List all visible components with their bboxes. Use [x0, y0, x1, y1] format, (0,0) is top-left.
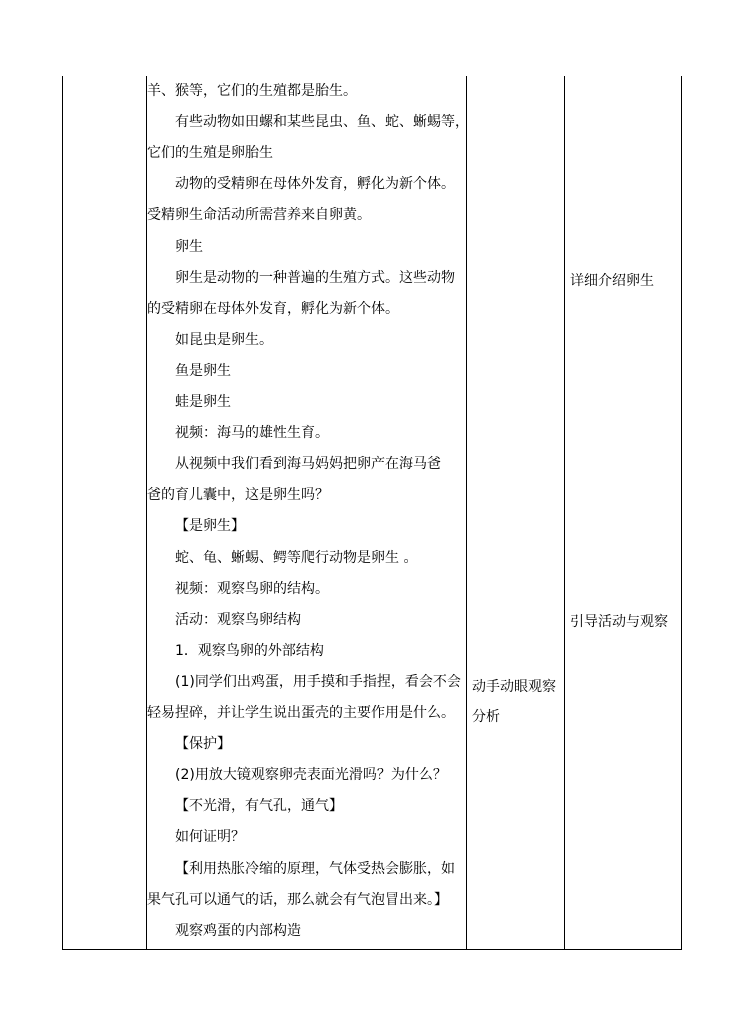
content-line: 受精卵生命活动所需营养来自卵黄。 [147, 207, 371, 224]
column-divider-2 [466, 76, 467, 949]
content-line: 它们的生殖是卵胎生 [147, 145, 273, 162]
content-line: 果气孔可以通气的话，那么就会有气泡冒出来。】 [147, 891, 448, 908]
content-line: 卵生是动物的一种普遍的生殖方式。这些动物 [175, 269, 455, 286]
content-line: 有些动物如田螺和某些昆虫、鱼、蛇、蜥蜴等， [175, 114, 469, 131]
content-line: 【保护】 [175, 736, 231, 753]
content-line: 视频：海马的雄性生育。 [175, 425, 329, 442]
design-note-detail-oviparity: 详细介绍卵生 [570, 273, 654, 289]
content-line: (1)同学们出鸡蛋，用手摸和手指捏，看会不会 [175, 673, 461, 690]
content-line: (2)用放大镜观察卵壳表面光滑吗？为什么？ [175, 767, 447, 784]
student-activity-line-1: 动手动眼观察 [472, 679, 556, 695]
content-line: 的受精卵在母体外发育，孵化为新个体。 [147, 300, 399, 317]
content-line: 鱼是卵生 [175, 362, 231, 379]
content-line: 【利用热胀冷缩的原理，气体受热会膨胀，如 [175, 860, 455, 877]
content-line: 羊、猴等，它们的生殖都是胎生。 [147, 83, 357, 99]
content-line: 如昆虫是卵生。 [175, 331, 273, 348]
content-line: 蛇、龟、蜥蜴、鳄等爬行动物是卵生 。 [175, 549, 418, 566]
content-line: 动物的受精卵在母体外发育，孵化为新个体。 [175, 176, 455, 193]
design-note-guide-activity: 引导活动与观察 [570, 614, 668, 630]
content-line: 1．观察鸟卵的外部结构 [175, 642, 324, 659]
content-line: 蛙是卵生 [175, 394, 231, 410]
content-line: 活动：观察鸟卵结构 [175, 611, 301, 628]
column-divider-3 [564, 76, 565, 949]
student-activity-line-2: 分析 [472, 709, 500, 725]
content-line: 【是卵生】 [175, 518, 245, 535]
content-line: 爸的育儿囊中，这是卵生吗？ [147, 487, 329, 504]
content-line: 从视频中我们看到海马妈妈把卵产在海马爸 [175, 456, 441, 473]
lesson-table [62, 76, 682, 950]
content-line: 如何证明？ [175, 829, 245, 846]
content-line: 卵生 [175, 238, 203, 255]
content-line: 视频：观察鸟卵的结构。 [175, 580, 329, 597]
content-line: 【不光滑，有气孔，通气】 [175, 798, 343, 815]
content-line: 观察鸡蛋的内部构造 [175, 922, 301, 939]
content-line: 轻易捏碎，并让学生说出蛋壳的主要作用是什么。 [147, 705, 455, 721]
